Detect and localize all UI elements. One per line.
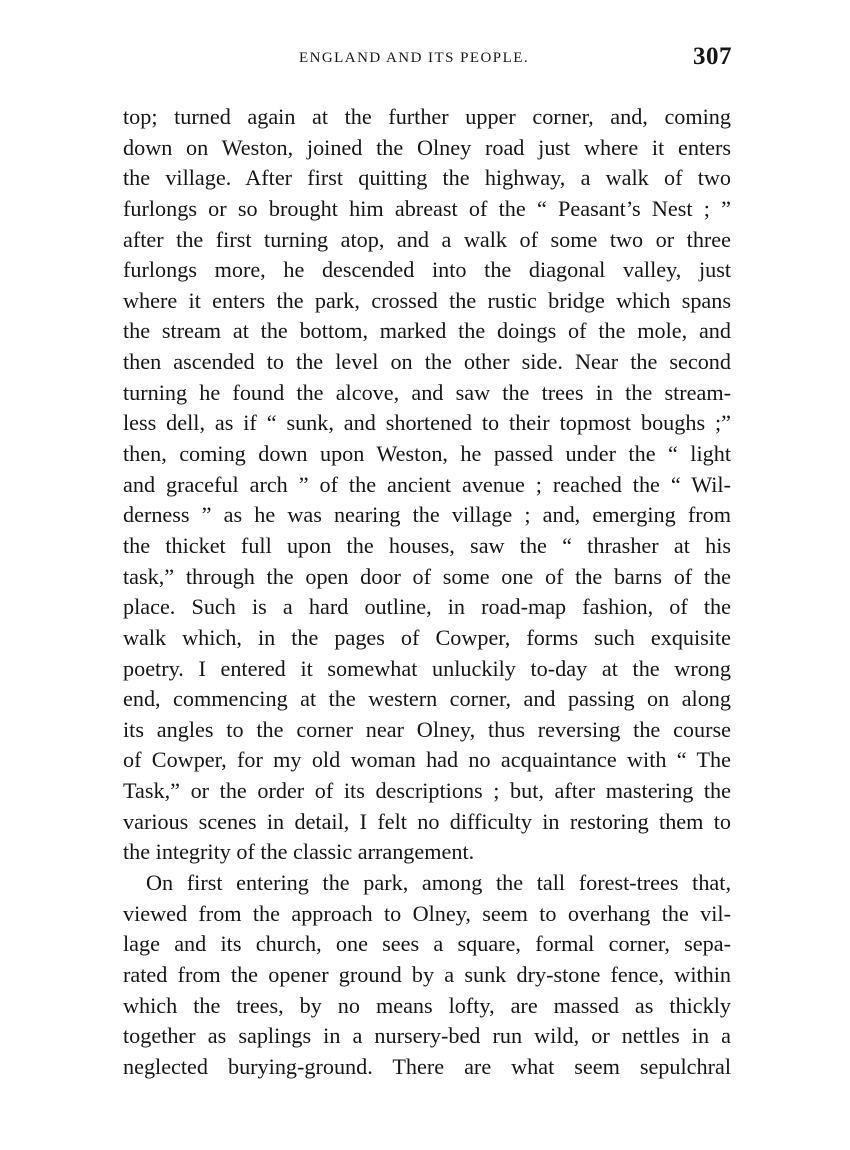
text-line: place. Such is a hard outline, in road-map fashion, of the <box>123 594 731 620</box>
text-line: which the trees, by no means lofty, are massed as thickly <box>123 992 731 1018</box>
text-line: poetry. I entered it somewhat unluckily to-day at the wrong <box>123 655 731 681</box>
text-line: furlongs more, he descended into the diagonal valley, just <box>123 257 731 283</box>
text-line: various scenes in detail, I felt no difficulty in restoring them to <box>123 808 731 834</box>
text-line: after the first turning atop, and a walk of some two or three <box>123 226 731 252</box>
running-title: ENGLAND AND ITS PEOPLE. <box>299 50 530 66</box>
text-line: the stream at the bottom, marked the doings of the mole, and <box>123 318 731 344</box>
text-line: Task,” or the order of its descriptions ; but, after mastering the <box>123 778 731 804</box>
text-line: down on Weston, joined the Olney road just where it enters <box>123 134 731 160</box>
text-line: the thicket full upon the houses, saw the “ thrasher at his <box>123 532 731 558</box>
text-line: lage and its church, one sees a square, formal corner, sepa- <box>123 931 731 957</box>
running-head <box>125 44 732 78</box>
text-line: and graceful arch ” of the ancient avenue ; reached the “ Wil- <box>123 471 731 497</box>
text-line: its angles to the corner near Olney, thus reversing the course <box>123 716 731 742</box>
paragraph-start-line: On first entering the park, among the tall forest-trees that, <box>146 870 731 896</box>
text-line: task,” through the open door of some one of the barns of the <box>123 563 731 589</box>
text-line: viewed from the approach to Olney, seem to overhang the vil- <box>123 900 731 926</box>
text-line: derness ” as he was nearing the village ; and, emerging from <box>123 502 731 528</box>
text-line: end, commencing at the western corner, and passing on along <box>123 686 731 712</box>
paragraph-end-line: the integrity of the classic arrangement. <box>123 839 475 865</box>
text-line: furlongs or so brought him abreast of the “ Peasant’s Nest ; ” <box>123 195 731 221</box>
text-line: together as saplings in a nursery-bed run wild, or nettles in a <box>123 1023 731 1049</box>
text-line: then, coming down upon Weston, he passed under the “ light <box>123 441 731 467</box>
page-number: 307 <box>693 43 732 70</box>
text-line: turning he found the alcove, and saw the trees in the stream- <box>123 379 731 405</box>
text-line: top; turned again at the further upper corner, and, coming <box>123 104 731 129</box>
text-line: the village. After first quitting the highway, a walk of two <box>123 165 731 191</box>
text-line: then ascended to the level on the other side. Near the second <box>123 349 731 375</box>
text-line: rated from the opener ground by a sunk dry-stone fence, within <box>123 961 731 987</box>
text-line: neglected burying-ground. There are what seem sepulchral <box>123 1053 731 1079</box>
text-line: less dell, as if “ sunk, and shortened to their topmost boughs ;” <box>123 410 731 436</box>
body-text <box>123 102 731 1083</box>
text-line: where it enters the park, crossed the rustic bridge which spans <box>123 287 731 313</box>
text-line: walk which, in the pages of Cowper, forms such exquisite <box>123 624 731 650</box>
text-line: of Cowper, for my old woman had no acquaintance with “ The <box>123 747 731 773</box>
